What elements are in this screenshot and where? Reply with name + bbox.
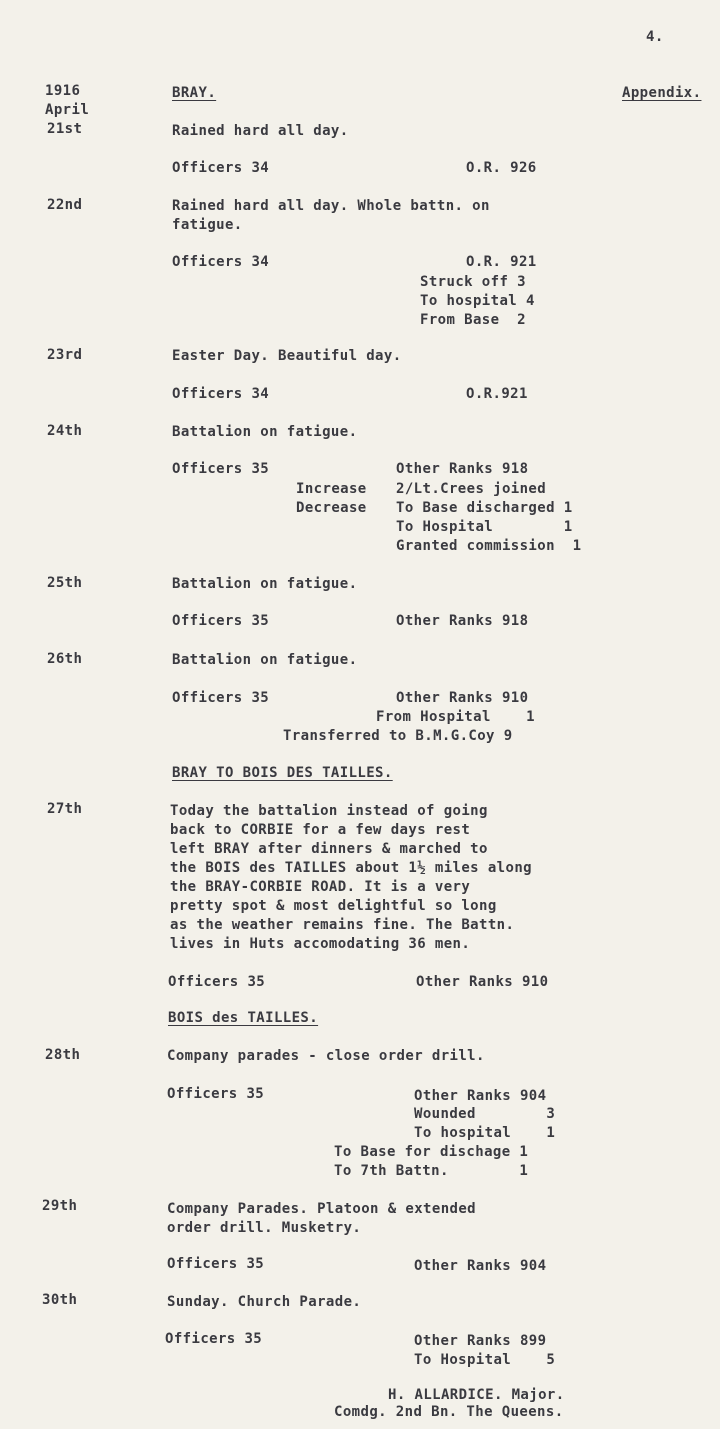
- officers-count: Officers 35: [172, 613, 270, 629]
- officers-count: Officers 35: [167, 1256, 265, 1272]
- entry-date: 30th: [42, 1292, 78, 1308]
- decrease-label: Decrease: [296, 500, 367, 516]
- entry-note: fatigue.: [172, 217, 243, 233]
- strength-change: Transferred to B.M.G.Coy 9: [283, 728, 513, 744]
- entry-note: order drill. Musketry.: [167, 1220, 362, 1236]
- strength-change: To Base discharged 1: [396, 500, 573, 516]
- entry-date: 21st: [47, 121, 83, 137]
- entry-date: 25th: [47, 575, 83, 591]
- strength-change: To Hospital 5: [414, 1352, 556, 1368]
- entry-note: Today the battalion instead of going: [170, 803, 488, 819]
- other-ranks-count: Other Ranks 904: [414, 1258, 547, 1274]
- other-ranks-count: Other Ranks 910: [416, 974, 549, 990]
- entry-note: Easter Day. Beautiful day.: [172, 348, 402, 364]
- appendix-label: Appendix.: [622, 85, 702, 101]
- strength-change: Struck off 3: [420, 274, 526, 290]
- entry-date: 27th: [47, 801, 83, 817]
- strength-change: From Base 2: [420, 312, 526, 328]
- entry-note: Sunday. Church Parade.: [167, 1294, 362, 1310]
- signature-command: Comdg. 2nd Bn. The Queens.: [334, 1404, 564, 1420]
- entry-note: the BOIS des TAILLES about 1½ miles along: [170, 860, 532, 876]
- entry-note: Company Parades. Platoon & extended: [167, 1201, 477, 1217]
- other-ranks-count: O.R.921: [466, 386, 528, 402]
- increase-label: Increase: [296, 481, 367, 497]
- place-heading: BRAY.: [172, 85, 217, 101]
- entry-note: left BRAY after dinners & marched to: [170, 841, 488, 857]
- entry-note: the BRAY-CORBIE ROAD. It is a very: [170, 879, 471, 895]
- entry-date: 29th: [42, 1198, 78, 1214]
- other-ranks-count: Other Ranks 904: [414, 1088, 547, 1104]
- strength-change: To Hospital 1: [396, 519, 573, 535]
- entry-date: 26th: [47, 651, 83, 667]
- officers-count: Officers 35: [167, 1086, 265, 1102]
- officers-count: Officers 34: [172, 386, 270, 402]
- strength-change: Granted commission 1: [396, 538, 582, 554]
- section-heading: BOIS des TAILLES.: [168, 1010, 319, 1026]
- entry-note: lives in Huts accomodating 36 men.: [170, 936, 471, 952]
- signature-name: H. ALLARDICE. Major.: [388, 1387, 565, 1403]
- entry-date: 23rd: [47, 347, 83, 363]
- other-ranks-count: O.R. 926: [466, 160, 537, 176]
- entry-note: back to CORBIE for a few days rest: [170, 822, 471, 838]
- month: April: [45, 102, 90, 118]
- strength-change: To Base for dischage 1: [334, 1144, 529, 1160]
- officers-count: Officers 34: [172, 254, 270, 270]
- officers-count: Officers 35: [172, 690, 270, 706]
- other-ranks-count: Other Ranks 910: [396, 690, 529, 706]
- strength-change: From Hospital 1: [376, 709, 535, 725]
- entry-note: Battalion on fatigue.: [172, 424, 358, 440]
- entry-note: Battalion on fatigue.: [172, 652, 358, 668]
- entry-note: Rained hard all day.: [172, 123, 349, 139]
- officers-count: Officers 35: [172, 461, 270, 477]
- section-heading: BRAY TO BOIS DES TAILLES.: [172, 765, 393, 781]
- officers-count: Officers 35: [165, 1331, 263, 1347]
- year: 1916: [45, 83, 81, 99]
- entry-note: Company parades - close order drill.: [167, 1048, 485, 1064]
- strength-change: 2/Lt.Crees joined: [396, 481, 547, 497]
- page-number: 4.: [646, 29, 664, 45]
- entry-note: Battalion on fatigue.: [172, 576, 358, 592]
- entry-note: as the weather remains fine. The Battn.: [170, 917, 515, 933]
- officers-count: Officers 34: [172, 160, 270, 176]
- other-ranks-count: Other Ranks 899: [414, 1333, 547, 1349]
- other-ranks-count: Other Ranks 918: [396, 613, 529, 629]
- strength-change: Wounded 3: [414, 1106, 556, 1122]
- entry-note: Rained hard all day. Whole battn. on: [172, 198, 490, 214]
- entry-date: 22nd: [47, 197, 83, 213]
- other-ranks-count: O.R. 921: [466, 254, 537, 270]
- strength-change: To 7th Battn. 1: [334, 1163, 529, 1179]
- strength-change: To hospital 4: [420, 293, 535, 309]
- officers-count: Officers 35: [168, 974, 266, 990]
- entry-date: 28th: [45, 1047, 81, 1063]
- other-ranks-count: Other Ranks 918: [396, 461, 529, 477]
- entry-date: 24th: [47, 423, 83, 439]
- strength-change: To hospital 1: [414, 1125, 556, 1141]
- entry-note: pretty spot & most delightful so long: [170, 898, 497, 914]
